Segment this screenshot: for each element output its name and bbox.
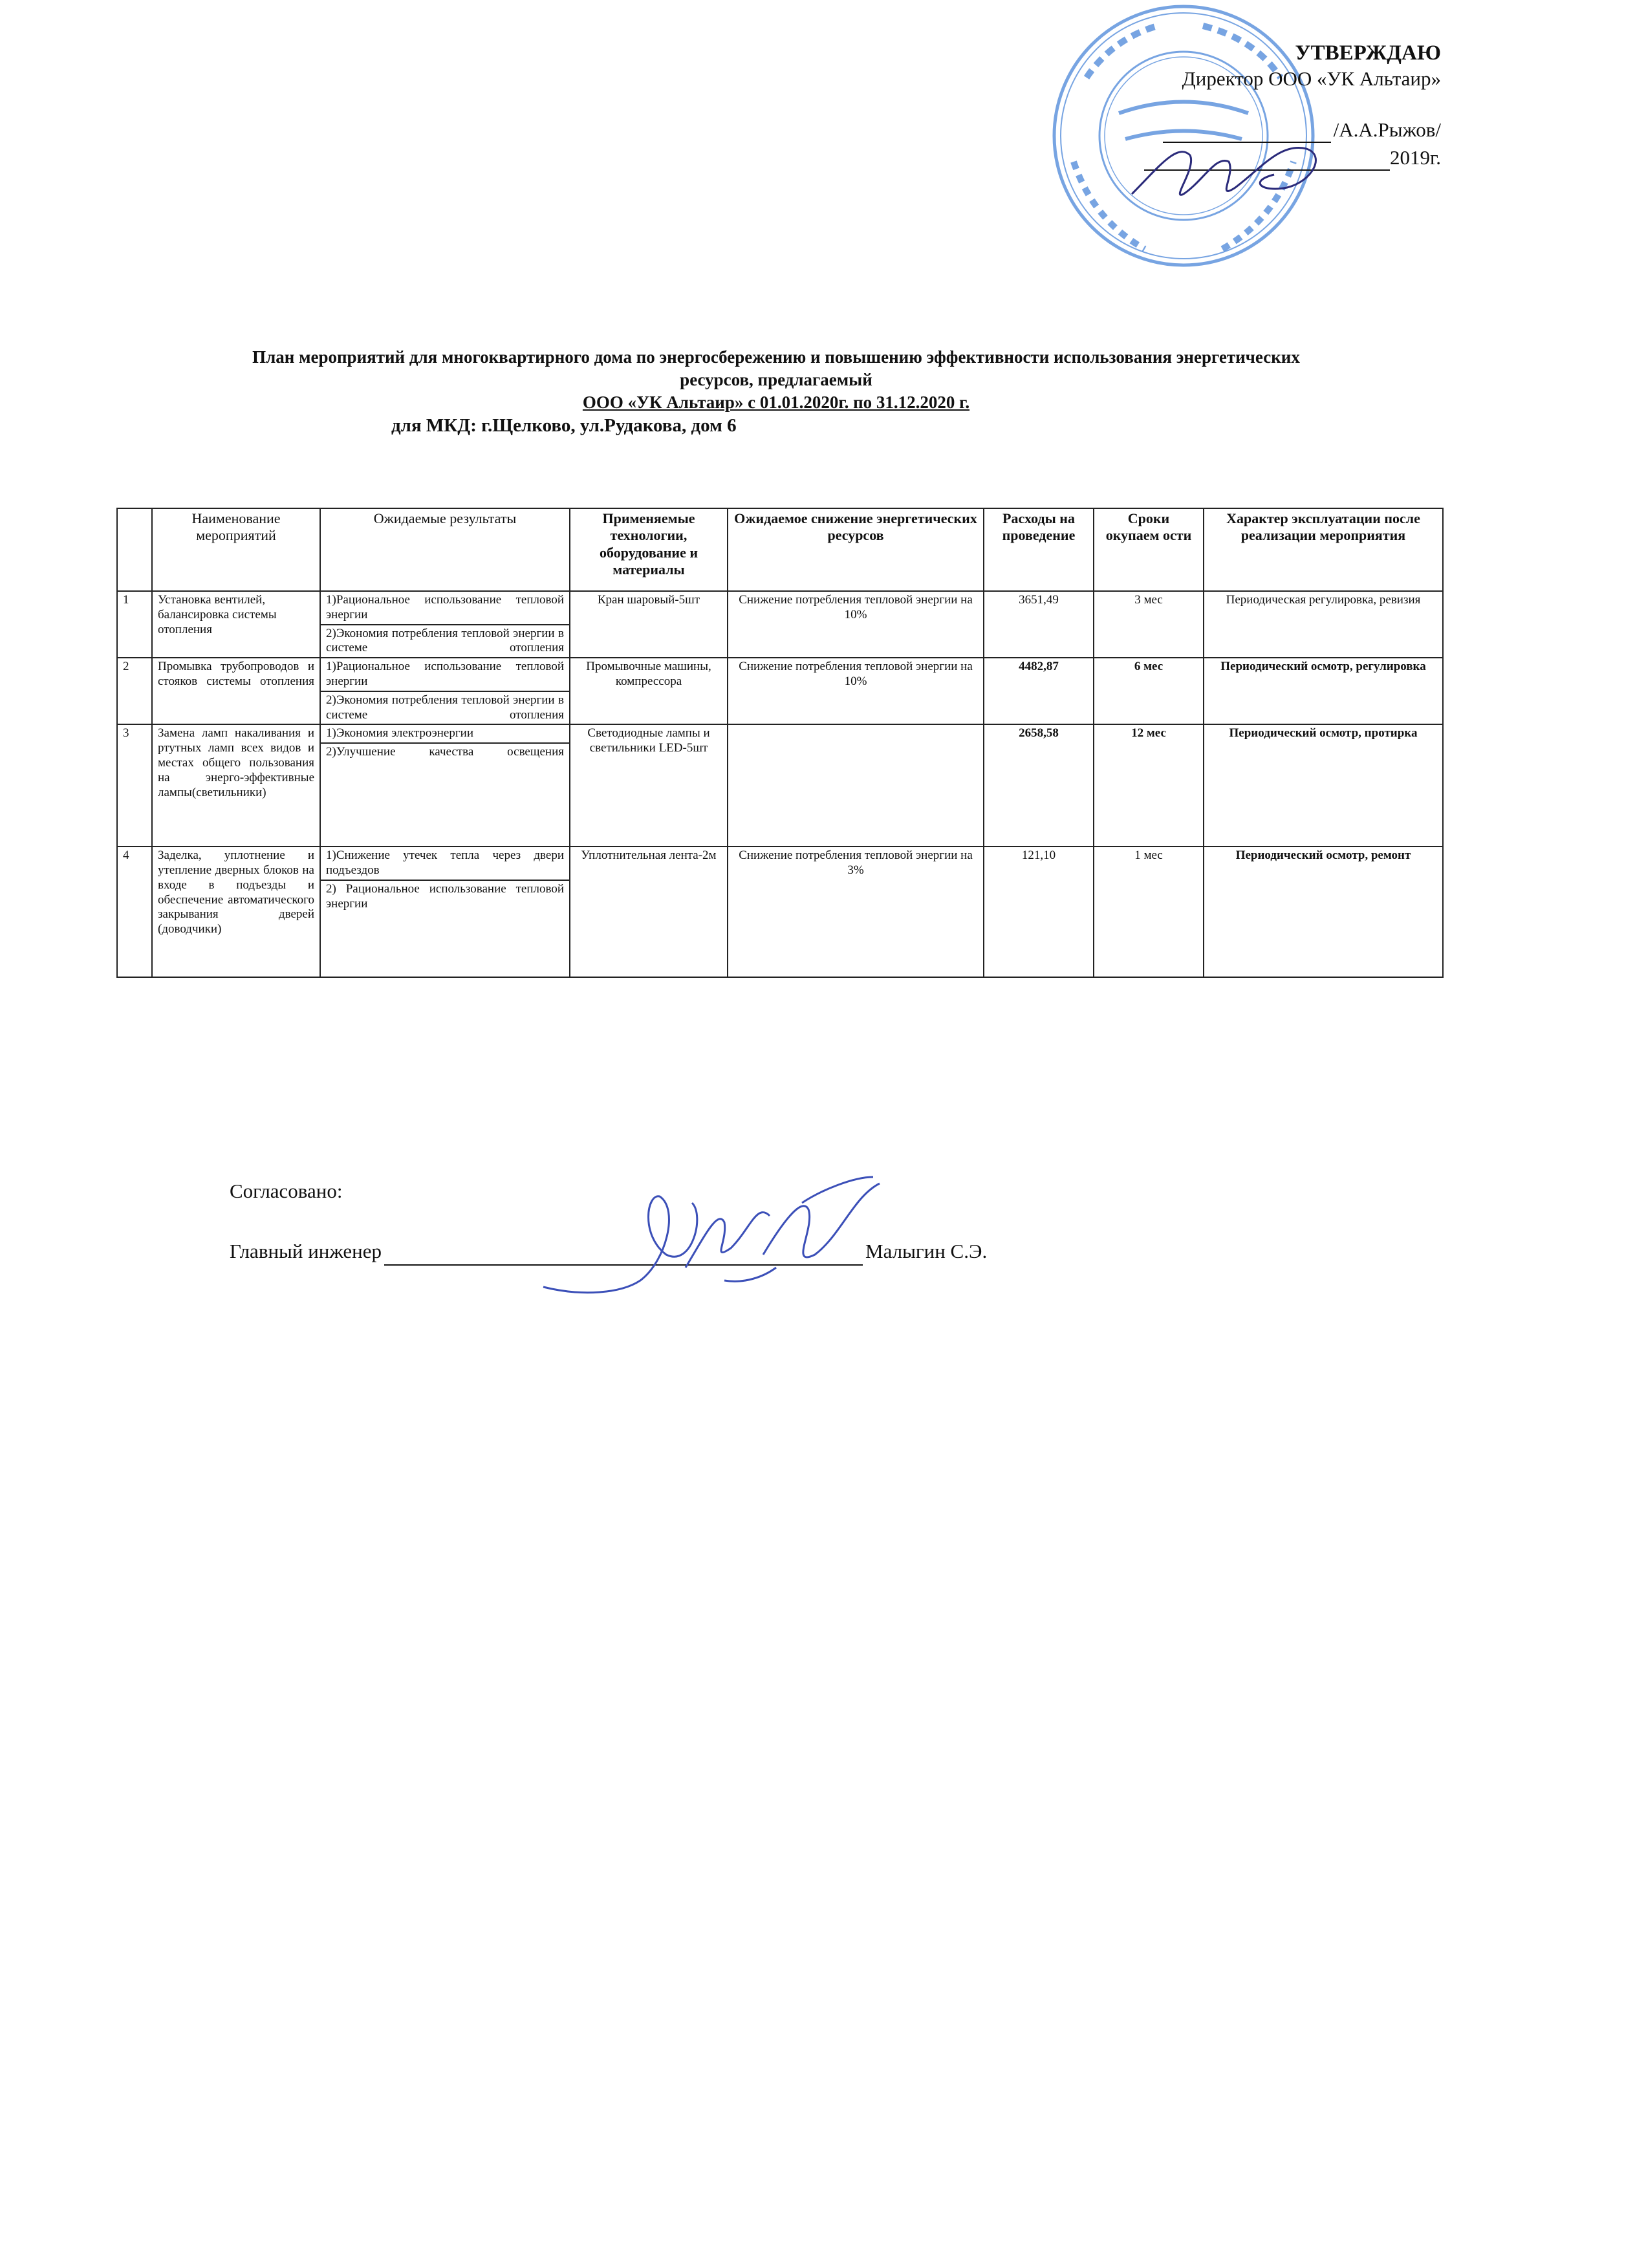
row-cost: 121,10 — [984, 847, 1094, 977]
col-header-results: Ожидаемые результаты — [320, 508, 570, 591]
row-tech: Промывочные машины, компрессора — [570, 658, 728, 724]
row-cost: 4482,87 — [984, 658, 1094, 724]
col-header-operation: Характер эксплуатации после реализации мероприятия — [1204, 508, 1443, 591]
col-header-tech: Применяемые технологии, оборудование и материалы — [570, 508, 728, 591]
approval-name: /А.А.Рыжов/ — [1333, 118, 1441, 141]
col-header-cost: Расходы на проведение — [984, 508, 1094, 591]
row-operation: Периодический осмотр, ремонт — [1204, 847, 1443, 977]
row-result-1: 1)Рациональное использование тепловой энергии — [320, 658, 570, 691]
col-header-reduction: Ожидаемое снижение энергетических ресурсов — [728, 508, 984, 591]
row-num: 4 — [117, 847, 152, 977]
approval-heading: УТВЕРЖДАЮ — [1295, 41, 1441, 65]
row-name: Промывка трубопроводов и стояков системы отопления — [152, 658, 320, 724]
row-tech: Уплотнительная лента-2м — [570, 847, 728, 977]
agreed-label: Согласовано: — [230, 1180, 343, 1202]
table-row — [117, 591, 1443, 625]
title-line-1: План мероприятий для многоквартирного дома по энергосбережению и повышению эффективности использования энергетических — [252, 347, 1300, 367]
row-operation: Периодический осмотр, протирка — [1204, 724, 1443, 847]
row-name: Заделка, уплотнение и утепление дверных блоков на входе в подъезды и обеспечение автоматического закрывания дверей (доводчики) — [152, 847, 320, 977]
row-result-2: 2) Рациональное использование тепловой энергии — [320, 880, 570, 977]
director-signature — [1119, 116, 1352, 220]
table-row — [117, 847, 1443, 880]
engineer-name: Малыгин С.Э. — [865, 1240, 988, 1263]
title-line-2: ресурсов, предлагаемый — [680, 370, 872, 390]
engineer-title: Главный инженер — [230, 1240, 382, 1263]
row-tech: Кран шаровый-5шт — [570, 591, 728, 658]
row-operation: Периодический осмотр, регулировка — [1204, 658, 1443, 724]
row-reduction: Снижение потребления тепловой энергии на 10% — [728, 591, 984, 658]
table-row — [117, 724, 1443, 743]
row-num: 1 — [117, 591, 152, 658]
row-result-1: 1)Рациональное использование тепловой энергии — [320, 591, 570, 625]
row-cost: 2658,58 — [984, 724, 1094, 847]
document-title — [97, 346, 1455, 438]
row-name: Установка вентилей, балансировка системы отопления — [152, 591, 320, 658]
row-result-2: 2)Улучшение качества освещения — [320, 743, 570, 847]
row-reduction: Снижение потребления тепловой энергии на 3% — [728, 847, 984, 977]
row-num: 2 — [117, 658, 152, 724]
title-line-3: ООО «УК Альтаир» с 01.01.2020г. по 31.12.2020 г. — [582, 393, 970, 413]
measures-table — [116, 508, 1444, 978]
col-header-name: Наименование мероприятий — [152, 508, 320, 591]
title-line-4: для МКД: г.Щелково, ул.Рудакова, дом 6 — [391, 415, 737, 437]
row-cost: 3651,49 — [984, 591, 1094, 658]
row-result-1: 1)Снижение утечек тепла через двери подъездов — [320, 847, 570, 880]
approval-position: Директор ООО «УК Альтаир» — [1182, 67, 1441, 91]
row-payback: 12 мес — [1094, 724, 1204, 847]
row-payback: 3 мес — [1094, 591, 1204, 658]
col-header-payback: Сроки окупаем ости — [1094, 508, 1204, 591]
engineer-signature — [530, 1158, 893, 1313]
row-num: 3 — [117, 724, 152, 847]
row-result-2: 2)Экономия потребления тепловой энергии в системе отопления — [320, 625, 570, 658]
row-payback: 1 мес — [1094, 847, 1204, 977]
approval-year: 2019г. — [1390, 146, 1441, 169]
table-row — [117, 658, 1443, 691]
row-tech: Светодиодные лампы и светильники LED-5шт — [570, 724, 728, 847]
row-reduction — [728, 724, 984, 847]
row-operation: Периодическая регулировка, ревизия — [1204, 591, 1443, 658]
col-header-num — [117, 508, 152, 591]
row-name: Замена ламп накаливания и ртутных ламп всех видов и местах общего пользования на энерго-эффективные лампы(светильники) — [152, 724, 320, 847]
row-payback: 6 мес — [1094, 658, 1204, 724]
row-reduction: Снижение потребления тепловой энергии на 10% — [728, 658, 984, 724]
row-result-1: 1)Экономия электроэнергии — [320, 724, 570, 743]
table-header-row — [117, 508, 1443, 591]
row-result-2: 2)Экономия потребления тепловой энергии в системе отопления — [320, 691, 570, 725]
